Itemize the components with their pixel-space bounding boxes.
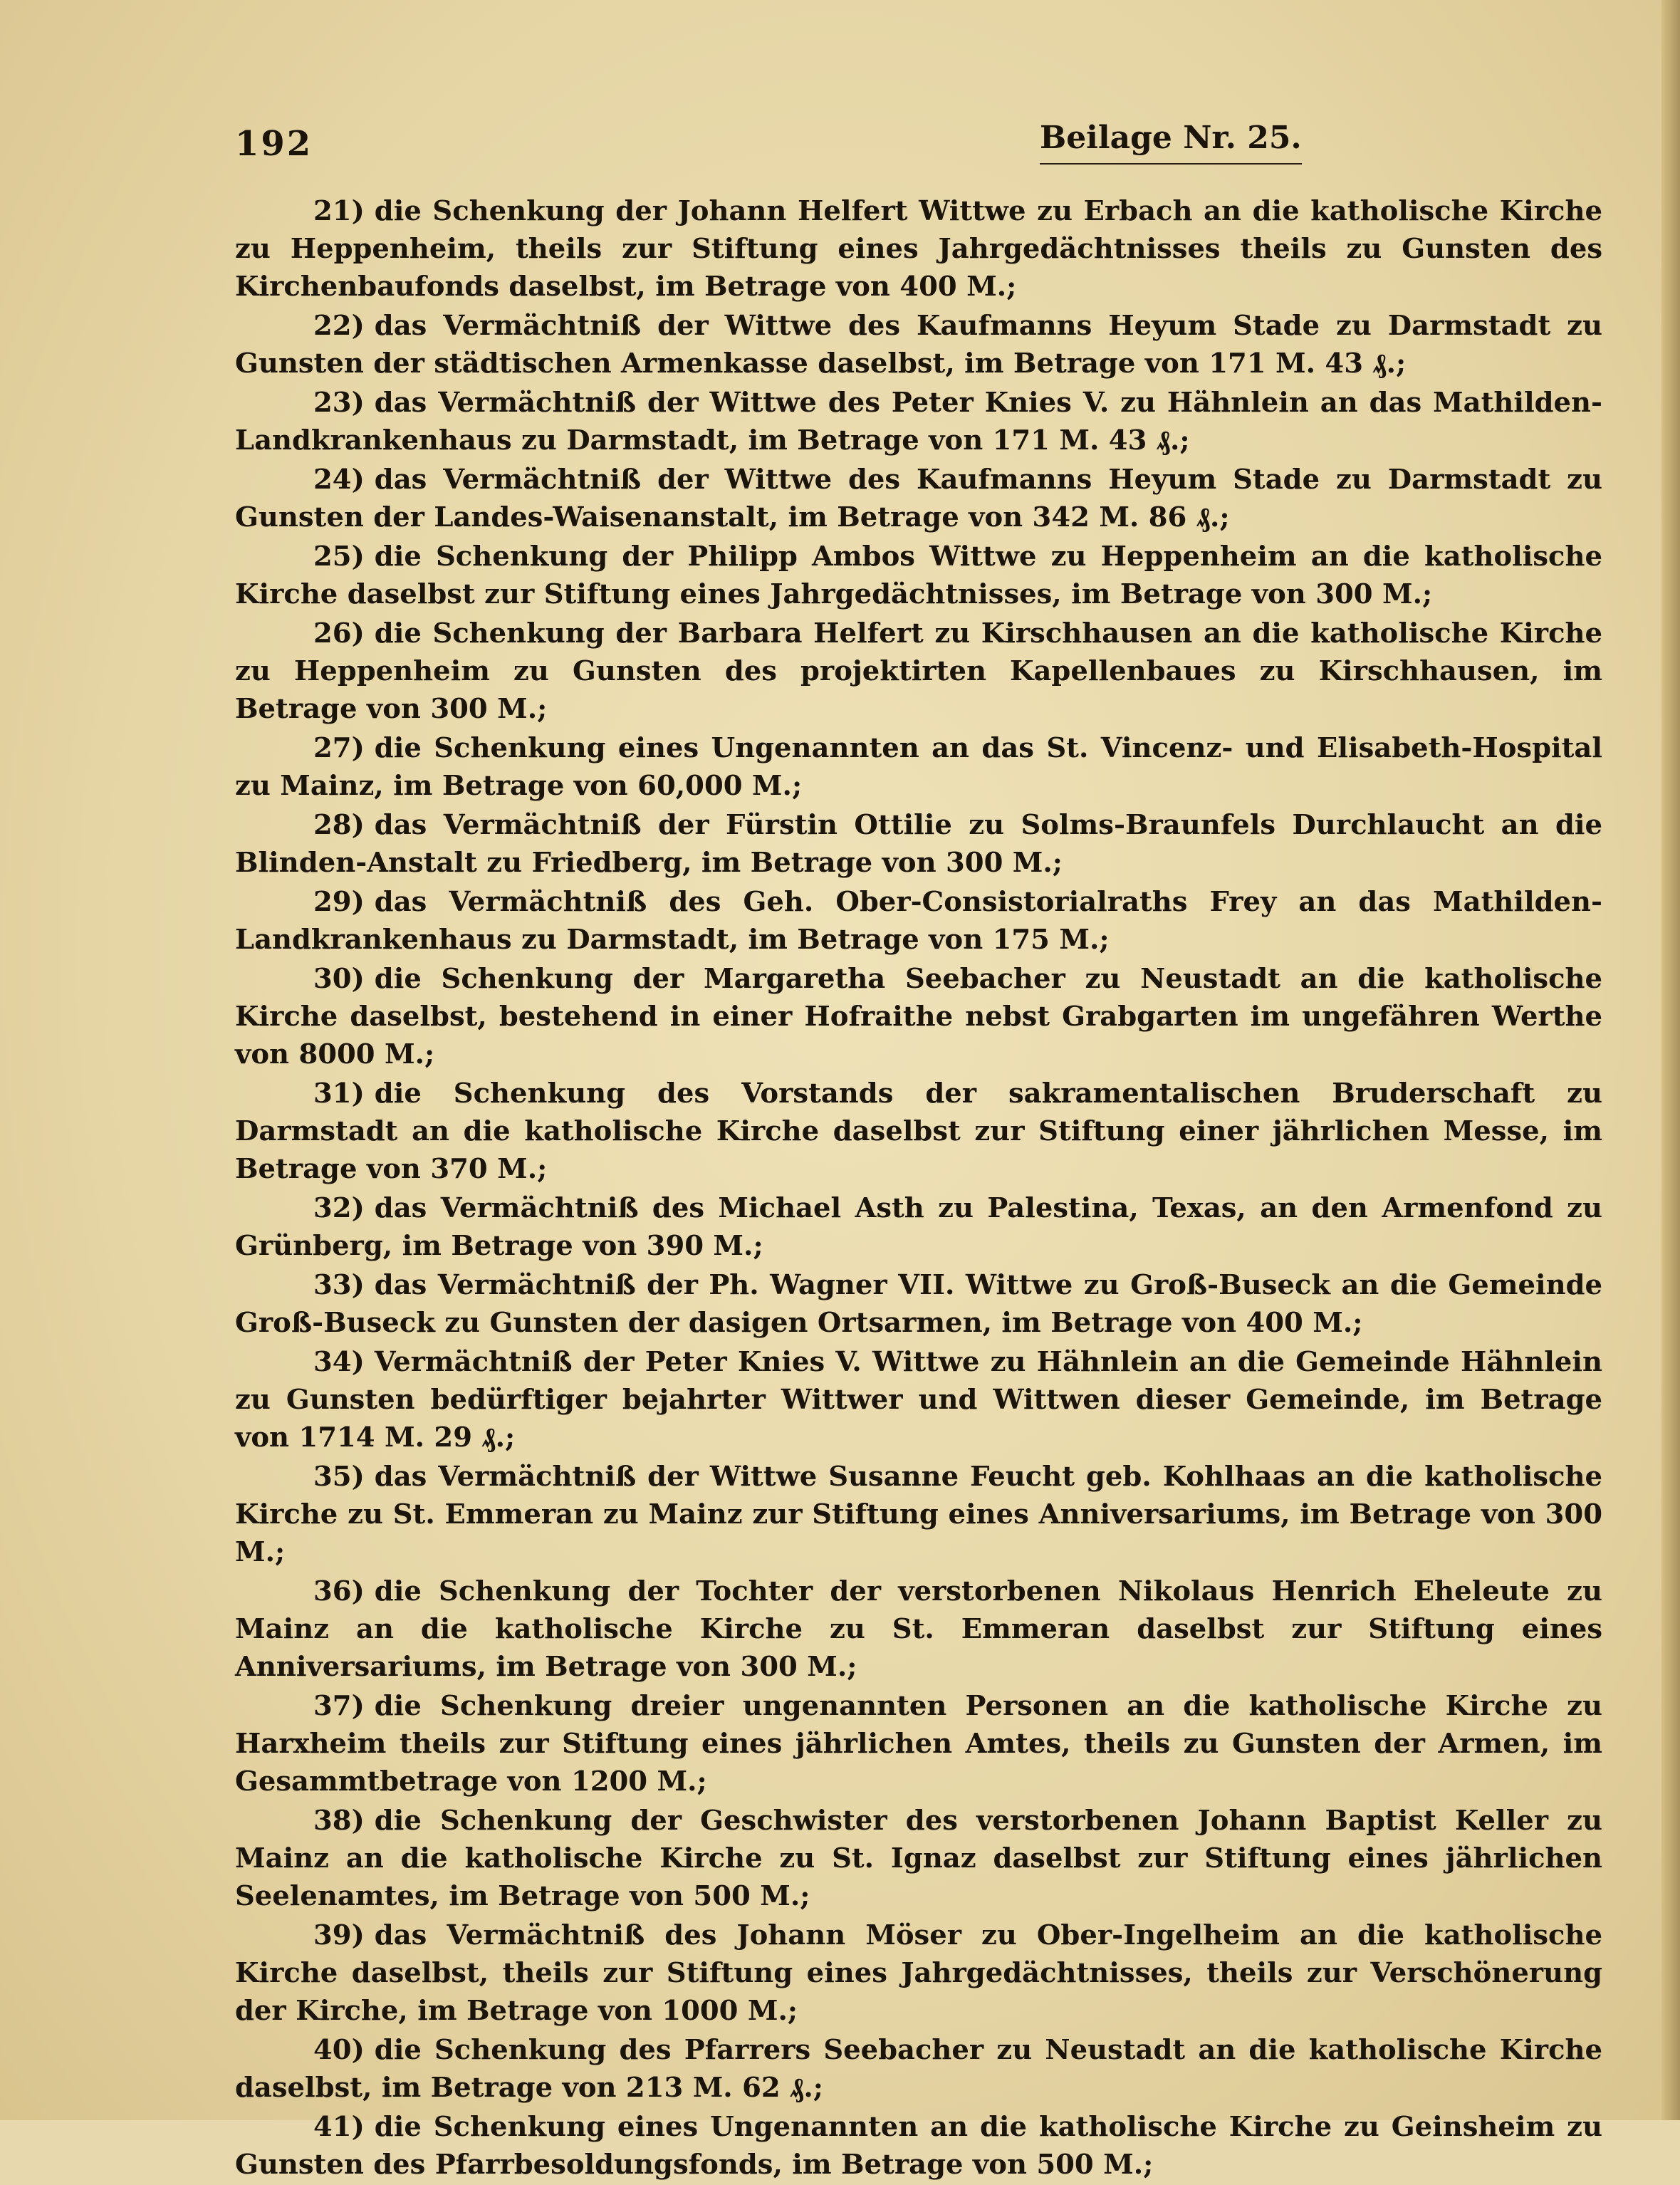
entry-37 xyxy=(235,1687,1602,1800)
entry-text: die Schenkung dreier ungenannten Personen an die katholische Kirche zu Harxheim theils zur Stiftung eines jährlichen Amtes, theils zu Gunsten der Armen, im Gesammtbetrage von 1200 M.; xyxy=(235,1690,1602,1798)
entry-number: 31) xyxy=(313,1078,365,1110)
entry-number: 41) xyxy=(313,2111,365,2143)
entry-number: 33) xyxy=(313,1269,365,1301)
entry-33 xyxy=(235,1266,1602,1342)
entry-number: 22) xyxy=(313,310,365,342)
entry-36 xyxy=(235,1573,1602,1686)
entry-number: 28) xyxy=(313,809,365,841)
entry-27 xyxy=(235,729,1602,805)
entry-number: 35) xyxy=(313,1461,365,1493)
entry-40 xyxy=(235,2031,1602,2107)
entry-text: die Schenkung der Tochter der verstorbenen Nikolaus Henrich Eheleute zu Mainz an die katholische Kirche zu St. Emmeran daselbst zur Stiftung eines Anniversariums, im Betrage von 300 M.; xyxy=(235,1575,1602,1683)
entry-38 xyxy=(235,1802,1602,1915)
entry-number: 32) xyxy=(313,1192,365,1224)
entry-number: 34) xyxy=(313,1346,365,1378)
entry-list xyxy=(235,192,1602,2185)
entry-text: das Vermächtniß der Wittwe des Peter Knies V. zu Hähnlein an das Mathilden-Landkrankenhaus zu Darmstadt, im Betrage von 171 M. 43 ₰.; xyxy=(235,387,1602,457)
entry-26 xyxy=(235,615,1602,728)
entry-text: das Vermächtniß des Michael Asth zu Palestina, Texas, an den Armenfond zu Grünberg, im Betrage von 390 M.; xyxy=(235,1192,1602,1262)
entry-text: Vermächtniß der Peter Knies V. Wittwe zu Hähnlein an die Gemeinde Hähnlein zu Gunsten bedürftiger bejahrter Wittwer und Wittwen dieser Gemeinde, im Betrage von 1714 M. 29 ₰.; xyxy=(235,1346,1602,1454)
entry-number: 26) xyxy=(313,617,365,650)
entry-22 xyxy=(235,307,1602,382)
entry-text: die Schenkung des Vorstands der sakramentalischen Bruderschaft zu Darmstadt an die katholische Kirche daselbst zur Stiftung einer jährlichen Messe, im Betrage von 370 M.; xyxy=(235,1078,1602,1185)
entry-39 xyxy=(235,1917,1602,2030)
entry-text: die Schenkung der Barbara Helfert zu Kirschhausen an die katholische Kirche zu Heppenheim zu Gunsten des projektirten Kapellenbaues zu Kirschhausen, im Betrage von 300 M.; xyxy=(235,617,1602,725)
page-edge xyxy=(1661,0,1680,2120)
entry-30 xyxy=(235,960,1602,1073)
entry-text: die Schenkung der Margaretha Seebacher zu Neustadt an die katholische Kirche daselbst, bestehend in einer Hofraithe nebst Grabgarten im ungefähren Werthe von 8000 M.; xyxy=(235,963,1602,1070)
entry-text: das Vermächtniß des Johann Möser zu Ober-Ingelheim an die katholische Kirche daselbst, theils zur Stiftung eines Jahrgedächtnisses, theils zur Verschönerung der Kirche, im Betrage von 1000 M.; xyxy=(235,1919,1602,2027)
entry-24 xyxy=(235,461,1602,536)
entry-text: die Schenkung der Philipp Ambos Wittwe zu Heppenheim an die katholische Kirche daselbst zur Stiftung eines Jahrgedächtnisses, im Betrage von 300 M.; xyxy=(235,541,1602,610)
entry-text: das Vermächtniß der Ph. Wagner VII. Wittwe zu Groß-Buseck an die Gemeinde Groß-Buseck zu Gunsten der dasigen Ortsarmen, im Betrage von 400 M.; xyxy=(235,1269,1602,1339)
entry-text: das Vermächtniß der Wittwe Susanne Feucht geb. Kohlhaas an die katholische Kirche zu St. Emmeran zu Mainz zur Stiftung eines Anniversariums, im Betrage von 300 M.; xyxy=(235,1461,1602,1568)
entry-number: 38) xyxy=(313,1805,365,1837)
entry-text: die Schenkung eines Ungenannten an das St. Vincenz- und Elisabeth-Hospital zu Mainz, im Betrage von 60,000 M.; xyxy=(235,732,1602,802)
entry-41 xyxy=(235,2108,1602,2184)
entry-text: das Vermächtniß der Wittwe des Kaufmanns Heyum Stade zu Darmstadt zu Gunsten der städtischen Armenkasse daselbst, im Betrage von 171 M. 43 ₰.; xyxy=(235,310,1602,380)
entry-25 xyxy=(235,538,1602,613)
entry-text: die Schenkung der Johann Helfert Wittwe zu Erbach an die katholische Kirche zu Heppenheim, theils zur Stiftung eines Jahrgedächtnisses theils zu Gunsten des Kirchenbaufonds daselbst, im Betrage von 400 M.; xyxy=(235,195,1602,303)
entry-number: 30) xyxy=(313,963,365,995)
entry-text: die Schenkung der Geschwister des verstorbenen Johann Baptist Keller zu Mainz an die katholische Kirche zu St. Ignaz daselbst zur Stiftung eines jährlichen Seelenamtes, im Betrage von 500 M.; xyxy=(235,1805,1602,1912)
entry-text: das Vermächtniß der Wittwe des Kaufmanns Heyum Stade zu Darmstadt zu Gunsten der Landes-Waisenanstalt, im Betrage von 342 M. 86 ₰.; xyxy=(235,464,1602,533)
entry-number: 27) xyxy=(313,732,365,764)
entry-text: das Vermächtniß des Geh. Ober-Consistorialraths Frey an das Mathilden-Landkrankenhaus zu Darmstadt, im Betrage von 175 M.; xyxy=(235,886,1602,956)
entry-35 xyxy=(235,1458,1602,1571)
entry-21 xyxy=(235,192,1602,306)
entry-number: 23) xyxy=(313,387,365,419)
entry-23 xyxy=(235,384,1602,459)
entry-text: die Schenkung eines Ungenannten an die katholische Kirche zu Geinsheim zu Gunsten des Pfarrbesoldungsfonds, im Betrage von 500 M.; xyxy=(235,2111,1602,2181)
entry-34 xyxy=(235,1343,1602,1456)
entry-32 xyxy=(235,1189,1602,1265)
entry-31 xyxy=(235,1075,1602,1188)
running-title: Beilage Nr. 25. xyxy=(1040,120,1302,165)
entry-number: 21) xyxy=(313,195,365,227)
entry-number: 29) xyxy=(313,886,365,918)
entry-28 xyxy=(235,806,1602,882)
entry-number: 25) xyxy=(313,541,365,573)
entry-number: 37) xyxy=(313,1690,365,1722)
entry-number: 40) xyxy=(313,2034,365,2066)
page-header xyxy=(235,113,1602,177)
entry-number: 36) xyxy=(313,1575,365,1607)
entry-number: 24) xyxy=(313,464,365,496)
entry-text: das Vermächtniß der Fürstin Ottilie zu Solms-Braunfels Durchlaucht an die Blinden-Anstalt zu Friedberg, im Betrage von 300 M.; xyxy=(235,809,1602,879)
entry-number: 39) xyxy=(313,1919,365,1951)
entry-text: die Schenkung des Pfarrers Seebacher zu Neustadt an die katholische Kirche daselbst, im Betrage von 213 M. 62 ₰.; xyxy=(235,2034,1602,2104)
entry-29 xyxy=(235,883,1602,959)
page-number: 192 xyxy=(235,124,313,164)
